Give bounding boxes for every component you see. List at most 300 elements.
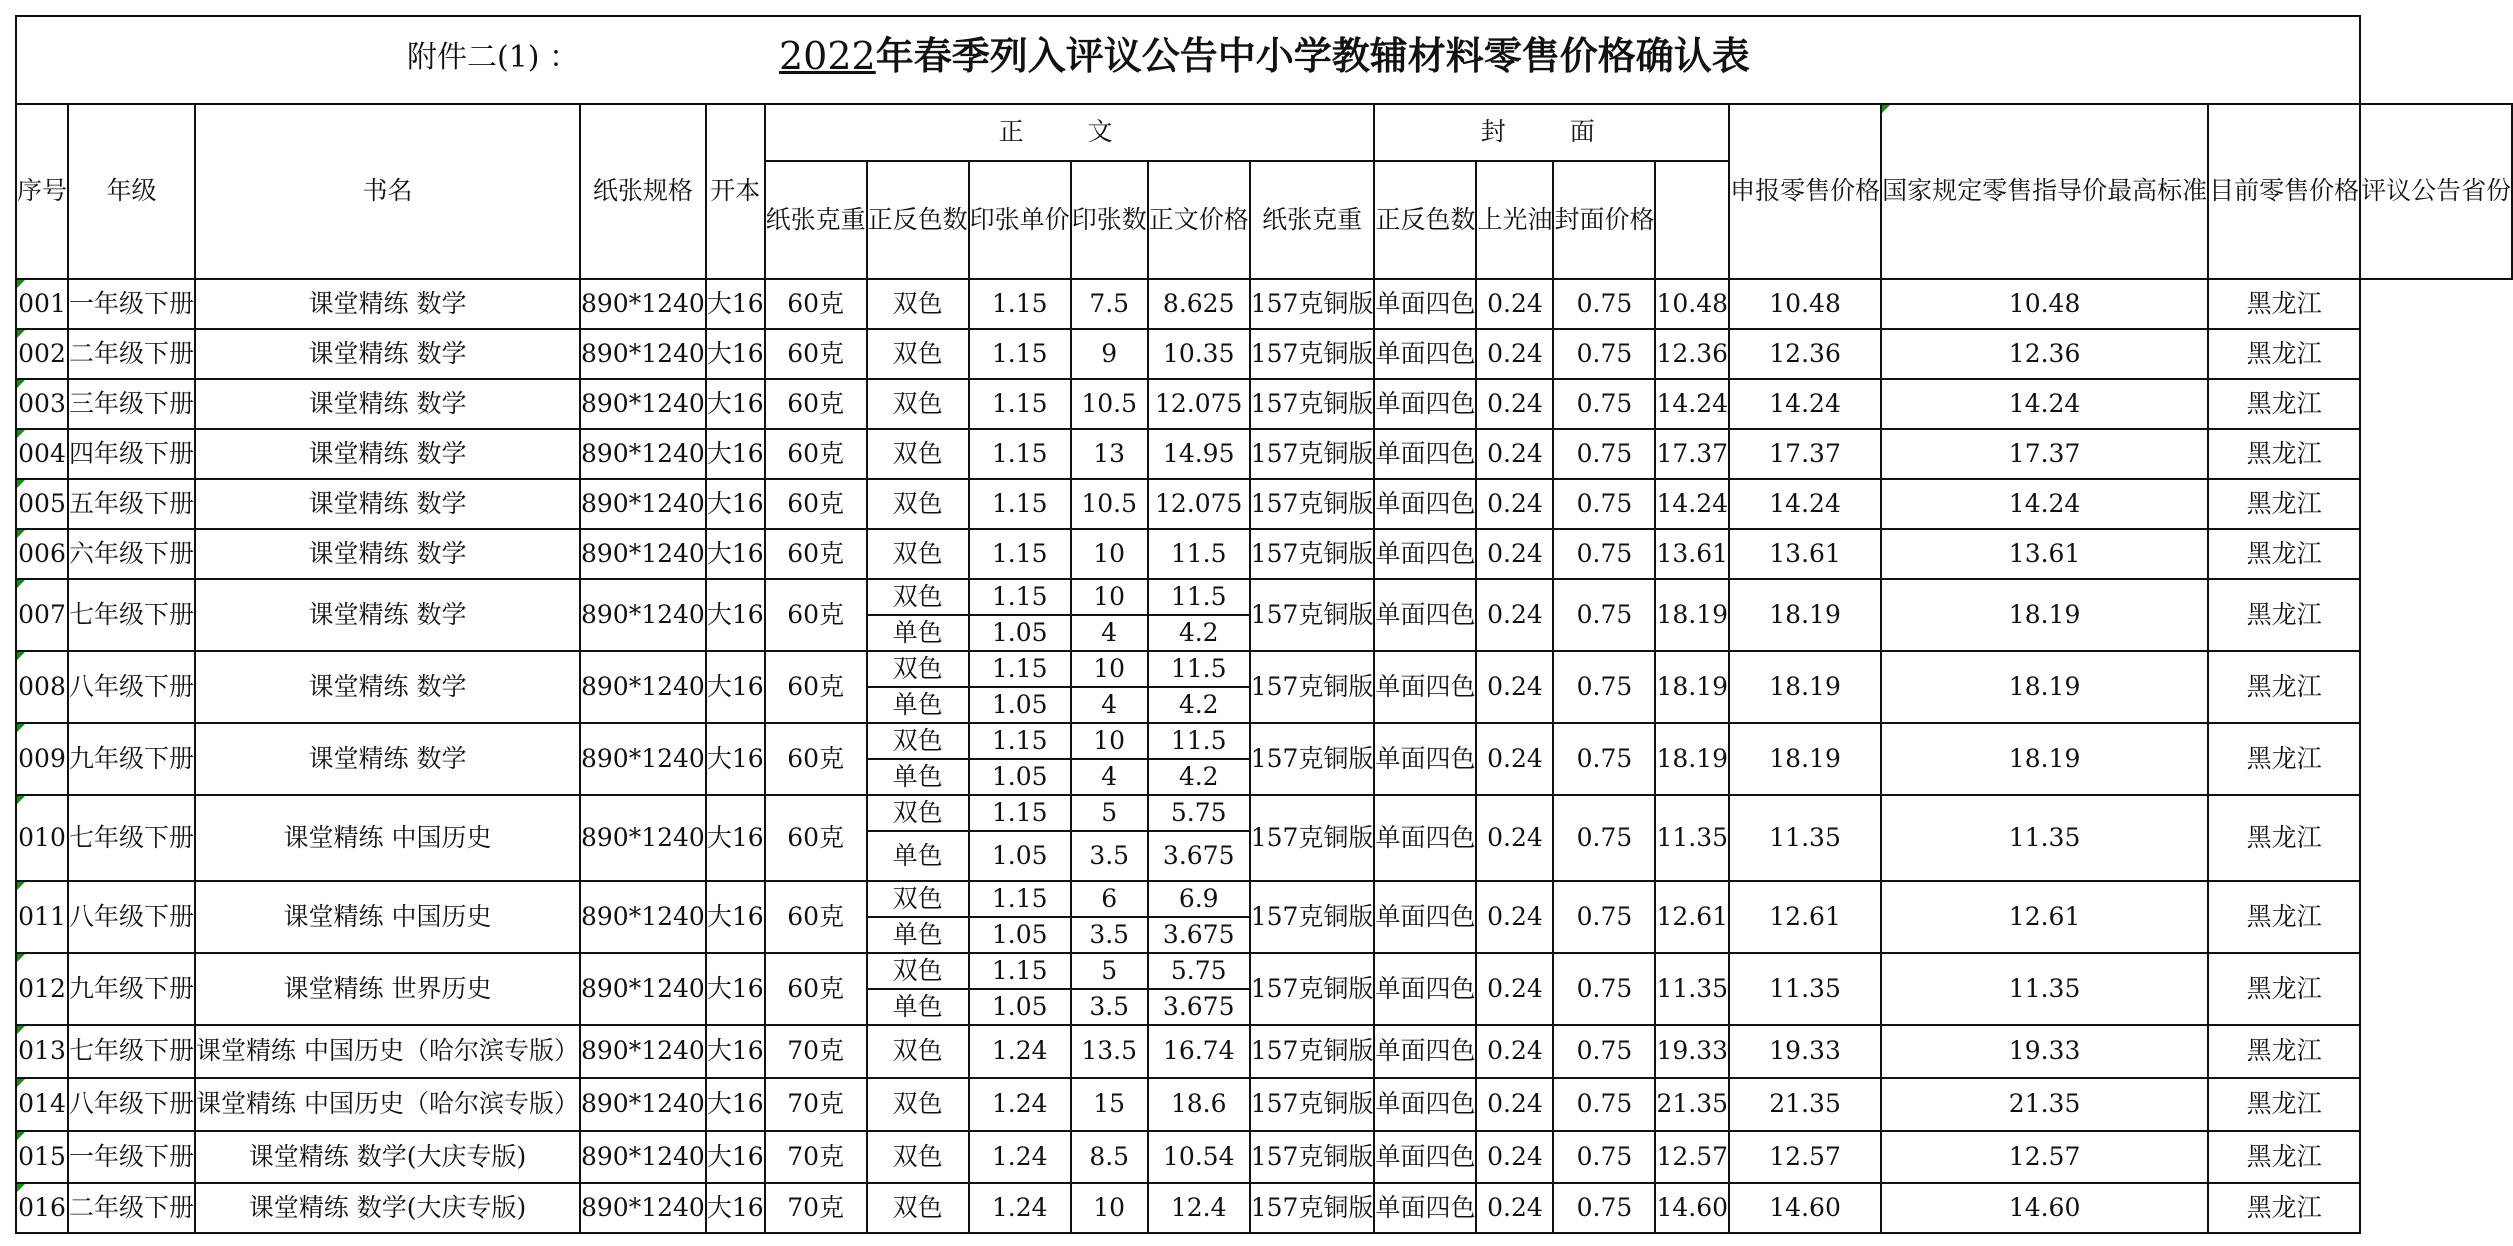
row-grade: 九年级下册 xyxy=(68,723,195,795)
row-seq: 008 xyxy=(16,651,68,723)
row-sheets: 13 xyxy=(1071,429,1148,479)
table-row xyxy=(16,881,2512,917)
row-cover-color: 单面四色 xyxy=(1374,329,1476,379)
row-format: 大16 xyxy=(706,429,765,479)
row-province: 黑龙江 xyxy=(2208,795,2360,881)
row-body-weight: 60克 xyxy=(765,953,867,1025)
row-seq: 006 xyxy=(16,529,68,579)
row-paper-size: 890*1240 xyxy=(580,329,706,379)
row-max-price: 18.19 xyxy=(1729,651,1881,723)
row-sheets: 3.5 xyxy=(1071,831,1148,881)
row-seq: 001 xyxy=(16,279,68,329)
col-sheets: 印张数 xyxy=(1071,161,1148,279)
row-cover-price: 0.75 xyxy=(1553,795,1655,881)
row-unit-price: 1.15 xyxy=(969,279,1071,329)
row-cover-price: 0.75 xyxy=(1553,379,1655,429)
row-cover-weight: 157克铜版 xyxy=(1250,529,1375,579)
row-sheets: 10.5 xyxy=(1071,379,1148,429)
row-varnish: 0.24 xyxy=(1476,279,1553,329)
row-paper-size: 890*1240 xyxy=(580,651,706,723)
row-current-price: 18.19 xyxy=(1881,651,2208,723)
row-grade: 六年级下册 xyxy=(68,529,195,579)
row-cover-weight: 157克铜版 xyxy=(1250,429,1375,479)
row-varnish: 0.24 xyxy=(1476,329,1553,379)
row-max-price: 14.24 xyxy=(1729,379,1881,429)
row-body-weight: 60克 xyxy=(765,429,867,479)
row-format: 大16 xyxy=(706,529,765,579)
col-cover-price: 封面价格 xyxy=(1553,161,1655,279)
row-grade: 二年级下册 xyxy=(68,1183,195,1233)
row-cover-price: 0.75 xyxy=(1553,881,1655,953)
row-unit-price: 1.24 xyxy=(969,1131,1071,1183)
row-paper-size: 890*1240 xyxy=(580,1131,706,1183)
row-unit-price: 1.15 xyxy=(969,529,1071,579)
row-body-weight: 60克 xyxy=(765,279,867,329)
row-province: 黑龙江 xyxy=(2208,651,2360,723)
row-paper-size: 890*1240 xyxy=(580,795,706,881)
row-cover-color: 单面四色 xyxy=(1374,1078,1476,1131)
row-max-price: 19.33 xyxy=(1729,1025,1881,1078)
row-seq: 004 xyxy=(16,429,68,479)
col-seq: 序号 xyxy=(16,104,68,279)
row-body-color: 单色 xyxy=(867,687,969,723)
row-cover-weight: 157克铜版 xyxy=(1250,329,1375,379)
row-max-price: 12.57 xyxy=(1729,1131,1881,1183)
row-unit-price: 1.15 xyxy=(969,881,1071,917)
row-max-price: 17.37 xyxy=(1729,429,1881,479)
row-declared-price: 18.19 xyxy=(1655,579,1729,651)
row-cover-price: 0.75 xyxy=(1553,1183,1655,1233)
row-body-color: 双色 xyxy=(867,329,969,379)
row-title: 课堂精练 中国历史 xyxy=(195,795,580,881)
row-title: 课堂精练 数学 xyxy=(195,379,580,429)
row-cover-price: 0.75 xyxy=(1553,429,1655,479)
row-unit-price: 1.15 xyxy=(969,579,1071,615)
row-sheets: 13.5 xyxy=(1071,1025,1148,1078)
table-row xyxy=(16,1078,2512,1131)
row-cover-color: 单面四色 xyxy=(1374,1131,1476,1183)
row-cover-color: 单面四色 xyxy=(1374,429,1476,479)
col-body-price: 正文价格 xyxy=(1148,161,1250,279)
row-title: 课堂精练 数学 xyxy=(195,579,580,651)
row-cover-price: 0.75 xyxy=(1553,1078,1655,1131)
row-paper-size: 890*1240 xyxy=(580,1078,706,1131)
row-cover-weight: 157克铜版 xyxy=(1250,279,1375,329)
row-format: 大16 xyxy=(706,279,765,329)
row-body-price: 5.75 xyxy=(1148,795,1250,831)
table-row xyxy=(16,1183,2512,1233)
row-body-color: 双色 xyxy=(867,651,969,687)
row-sheets: 10 xyxy=(1071,529,1148,579)
row-body-price: 3.675 xyxy=(1148,917,1250,953)
row-paper-size: 890*1240 xyxy=(580,379,706,429)
row-cover-weight: 157克铜版 xyxy=(1250,1183,1375,1233)
row-cover-color: 单面四色 xyxy=(1374,479,1476,529)
row-grade: 九年级下册 xyxy=(68,953,195,1025)
row-declared-price: 12.36 xyxy=(1655,329,1729,379)
row-sheets: 15 xyxy=(1071,1078,1148,1131)
row-unit-price: 1.05 xyxy=(969,615,1071,651)
row-unit-price: 1.15 xyxy=(969,723,1071,759)
row-body-price: 4.2 xyxy=(1148,687,1250,723)
row-unit-price: 1.15 xyxy=(969,651,1071,687)
row-format: 大16 xyxy=(706,479,765,529)
row-unit-price: 1.05 xyxy=(969,759,1071,795)
row-cover-weight: 157克铜版 xyxy=(1250,651,1375,723)
row-grade: 七年级下册 xyxy=(68,579,195,651)
header-row-1 xyxy=(16,104,2512,161)
row-format: 大16 xyxy=(706,379,765,429)
row-varnish: 0.24 xyxy=(1476,1131,1553,1183)
row-province: 黑龙江 xyxy=(2208,329,2360,379)
row-seq: 012 xyxy=(16,953,68,1025)
row-body-color: 双色 xyxy=(867,529,969,579)
row-title: 课堂精练 数学 xyxy=(195,723,580,795)
row-body-color: 双色 xyxy=(867,723,969,759)
row-declared-price: 14.60 xyxy=(1655,1183,1729,1233)
row-body-color: 双色 xyxy=(867,429,969,479)
row-paper-size: 890*1240 xyxy=(580,479,706,529)
row-seq: 014 xyxy=(16,1078,68,1131)
row-unit-price: 1.24 xyxy=(969,1025,1071,1078)
row-paper-size: 890*1240 xyxy=(580,429,706,479)
row-paper-size: 890*1240 xyxy=(580,723,706,795)
row-body-price: 5.75 xyxy=(1148,953,1250,989)
row-body-color: 双色 xyxy=(867,279,969,329)
row-cover-price: 0.75 xyxy=(1553,529,1655,579)
row-current-price: 19.33 xyxy=(1881,1025,2208,1078)
row-body-weight: 60克 xyxy=(765,723,867,795)
row-sheets: 4 xyxy=(1071,759,1148,795)
row-cover-color: 单面四色 xyxy=(1374,579,1476,651)
row-seq: 003 xyxy=(16,379,68,429)
row-max-price: 11.35 xyxy=(1729,795,1881,881)
table-row xyxy=(16,529,2512,579)
row-current-price: 12.36 xyxy=(1881,329,2208,379)
row-sheets: 8.5 xyxy=(1071,1131,1148,1183)
row-seq: 002 xyxy=(16,329,68,379)
row-current-price: 14.24 xyxy=(1881,379,2208,429)
row-cover-price: 0.75 xyxy=(1553,579,1655,651)
row-varnish: 0.24 xyxy=(1476,881,1553,953)
row-cover-color: 单面四色 xyxy=(1374,379,1476,429)
row-province: 黑龙江 xyxy=(2208,1131,2360,1183)
row-max-price: 10.48 xyxy=(1729,279,1881,329)
row-declared-price: 17.37 xyxy=(1655,429,1729,479)
row-varnish: 0.24 xyxy=(1476,379,1553,429)
row-body-weight: 60克 xyxy=(765,881,867,953)
row-title: 课堂精练 数学(大庆专版) xyxy=(195,1131,580,1183)
row-current-price: 11.35 xyxy=(1881,953,2208,1025)
row-body-price: 11.5 xyxy=(1148,579,1250,615)
row-cover-weight: 157克铜版 xyxy=(1250,795,1375,881)
row-declared-price: 19.33 xyxy=(1655,1025,1729,1078)
row-body-color: 双色 xyxy=(867,1025,969,1078)
row-declared-price: 14.24 xyxy=(1655,379,1729,429)
row-title: 课堂精练 中国历史（哈尔滨专版） xyxy=(195,1078,580,1131)
row-format: 大16 xyxy=(706,1025,765,1078)
row-body-color: 双色 xyxy=(867,379,969,429)
row-declared-price: 21.35 xyxy=(1655,1078,1729,1131)
row-body-price: 6.9 xyxy=(1148,881,1250,917)
row-format: 大16 xyxy=(706,723,765,795)
price-table xyxy=(15,15,2513,1234)
row-title: 课堂精练 数学 xyxy=(195,529,580,579)
row-cover-color: 单面四色 xyxy=(1374,651,1476,723)
row-body-weight: 60克 xyxy=(765,579,867,651)
row-title: 课堂精练 数学 xyxy=(195,651,580,723)
row-paper-size: 890*1240 xyxy=(580,1025,706,1078)
row-cover-color: 单面四色 xyxy=(1374,723,1476,795)
row-province: 黑龙江 xyxy=(2208,429,2360,479)
table-row xyxy=(16,379,2512,429)
row-format: 大16 xyxy=(706,795,765,881)
row-current-price: 21.35 xyxy=(1881,1078,2208,1131)
row-cover-weight: 157克铜版 xyxy=(1250,579,1375,651)
row-current-price: 14.24 xyxy=(1881,479,2208,529)
row-province: 黑龙江 xyxy=(2208,379,2360,429)
row-varnish: 0.24 xyxy=(1476,723,1553,795)
row-unit-price: 1.15 xyxy=(969,953,1071,989)
row-body-price: 11.5 xyxy=(1148,529,1250,579)
row-max-price: 18.19 xyxy=(1729,723,1881,795)
row-body-weight: 70克 xyxy=(765,1078,867,1131)
row-cover-price: 0.75 xyxy=(1553,279,1655,329)
col-title: 书名 xyxy=(195,104,580,279)
row-body-color: 单色 xyxy=(867,759,969,795)
row-body-color: 双色 xyxy=(867,1078,969,1131)
row-declared-price: 12.57 xyxy=(1655,1131,1729,1183)
row-grade: 七年级下册 xyxy=(68,795,195,881)
row-cover-color: 单面四色 xyxy=(1374,279,1476,329)
row-declared-price: 13.61 xyxy=(1655,529,1729,579)
row-seq: 016 xyxy=(16,1183,68,1233)
row-body-price: 11.5 xyxy=(1148,723,1250,759)
row-province: 黑龙江 xyxy=(2208,953,2360,1025)
row-seq: 010 xyxy=(16,795,68,881)
row-sheets: 3.5 xyxy=(1071,989,1148,1025)
row-cover-weight: 157克铜版 xyxy=(1250,1078,1375,1131)
col-max-price: 国家规定零售指导价最高标准 xyxy=(1881,104,2208,279)
col-unit-price: 印张单价 xyxy=(969,161,1071,279)
row-seq: 005 xyxy=(16,479,68,529)
row-current-price: 13.61 xyxy=(1881,529,2208,579)
row-grade: 一年级下册 xyxy=(68,1131,195,1183)
row-grade: 一年级下册 xyxy=(68,279,195,329)
row-format: 大16 xyxy=(706,1131,765,1183)
table-row xyxy=(16,1025,2512,1078)
row-title: 课堂精练 数学 xyxy=(195,279,580,329)
row-body-price: 10.54 xyxy=(1148,1131,1250,1183)
row-paper-size: 890*1240 xyxy=(580,279,706,329)
row-max-price: 14.24 xyxy=(1729,479,1881,529)
row-province: 黑龙江 xyxy=(2208,1183,2360,1233)
row-body-weight: 60克 xyxy=(765,379,867,429)
row-body-color: 双色 xyxy=(867,1183,969,1233)
row-cover-price: 0.75 xyxy=(1553,329,1655,379)
row-seq: 011 xyxy=(16,881,68,953)
row-cover-color: 单面四色 xyxy=(1374,529,1476,579)
row-format: 大16 xyxy=(706,953,765,1025)
row-province: 黑龙江 xyxy=(2208,479,2360,529)
row-body-weight: 60克 xyxy=(765,529,867,579)
row-cover-weight: 157克铜版 xyxy=(1250,1025,1375,1078)
table-row xyxy=(16,953,2512,989)
row-unit-price: 1.05 xyxy=(969,687,1071,723)
row-sheets: 10 xyxy=(1071,1183,1148,1233)
table-row xyxy=(16,329,2512,379)
row-body-color: 单色 xyxy=(867,989,969,1025)
row-current-price: 12.61 xyxy=(1881,881,2208,953)
row-format: 大16 xyxy=(706,329,765,379)
row-sheets: 10 xyxy=(1071,723,1148,759)
row-current-price: 12.57 xyxy=(1881,1131,2208,1183)
row-body-color: 单色 xyxy=(867,831,969,881)
row-paper-size: 890*1240 xyxy=(580,953,706,1025)
annex-label: 附件二(1) ： xyxy=(407,40,580,75)
row-body-color: 双色 xyxy=(867,1131,969,1183)
row-body-weight: 60克 xyxy=(765,329,867,379)
row-varnish: 0.24 xyxy=(1476,651,1553,723)
row-declared-price: 12.61 xyxy=(1655,881,1729,953)
row-cover-weight: 157克铜版 xyxy=(1250,379,1375,429)
row-title: 课堂精练 数学(大庆专版) xyxy=(195,1183,580,1233)
table-row xyxy=(16,579,2512,615)
row-body-price: 3.675 xyxy=(1148,989,1250,1025)
row-format: 大16 xyxy=(706,881,765,953)
row-unit-price: 1.15 xyxy=(969,429,1071,479)
row-seq: 007 xyxy=(16,579,68,651)
row-current-price: 18.19 xyxy=(1881,579,2208,651)
row-declared-price: 14.24 xyxy=(1655,479,1729,529)
row-max-price: 11.35 xyxy=(1729,953,1881,1025)
row-grade: 八年级下册 xyxy=(68,1078,195,1131)
row-province: 黑龙江 xyxy=(2208,723,2360,795)
col-province: 评议公告省份 xyxy=(2360,104,2512,279)
row-seq: 015 xyxy=(16,1131,68,1183)
row-body-color: 双色 xyxy=(867,795,969,831)
row-unit-price: 1.24 xyxy=(969,1183,1071,1233)
col-cover-color: 正反色数 xyxy=(1374,161,1476,279)
row-grade: 二年级下册 xyxy=(68,329,195,379)
table-row xyxy=(16,279,2512,329)
row-declared-price: 11.35 xyxy=(1655,953,1729,1025)
row-body-price: 4.2 xyxy=(1148,615,1250,651)
row-paper-size: 890*1240 xyxy=(580,529,706,579)
row-format: 大16 xyxy=(706,1183,765,1233)
row-max-price: 13.61 xyxy=(1729,529,1881,579)
row-varnish: 0.24 xyxy=(1476,953,1553,1025)
row-unit-price: 1.15 xyxy=(969,795,1071,831)
row-format: 大16 xyxy=(706,1078,765,1131)
row-body-weight: 60克 xyxy=(765,479,867,529)
table-row xyxy=(16,1131,2512,1183)
row-body-price: 3.675 xyxy=(1148,831,1250,881)
col-group-cover: 封 面 xyxy=(1374,104,1729,161)
row-body-weight: 60克 xyxy=(765,651,867,723)
row-current-price: 14.60 xyxy=(1881,1183,2208,1233)
row-body-color: 双色 xyxy=(867,881,969,917)
title-year: 2022 xyxy=(779,34,876,78)
row-seq: 009 xyxy=(16,723,68,795)
row-title: 课堂精练 数学 xyxy=(195,329,580,379)
row-province: 黑龙江 xyxy=(2208,1025,2360,1078)
row-unit-price: 1.15 xyxy=(969,479,1071,529)
row-province: 黑龙江 xyxy=(2208,1078,2360,1131)
row-sheets: 5 xyxy=(1071,795,1148,831)
row-cover-color: 单面四色 xyxy=(1374,795,1476,881)
row-title: 课堂精练 中国历史（哈尔滨专版） xyxy=(195,1025,580,1078)
row-body-weight: 70克 xyxy=(765,1183,867,1233)
col-varnish: 上光油 xyxy=(1476,161,1553,279)
price-confirmation-sheet xyxy=(15,15,2513,1234)
row-current-price: 10.48 xyxy=(1881,279,2208,329)
row-grade: 四年级下册 xyxy=(68,429,195,479)
row-cover-color: 单面四色 xyxy=(1374,953,1476,1025)
row-cover-weight: 157克铜版 xyxy=(1250,953,1375,1025)
row-declared-price: 11.35 xyxy=(1655,795,1729,881)
row-varnish: 0.24 xyxy=(1476,1025,1553,1078)
row-body-price: 12.075 xyxy=(1148,379,1250,429)
row-body-price: 12.075 xyxy=(1148,479,1250,529)
row-cover-price: 0.75 xyxy=(1553,479,1655,529)
col-cover-weight: 纸张克重 xyxy=(1250,161,1375,279)
row-body-price: 14.95 xyxy=(1148,429,1250,479)
row-grade: 五年级下册 xyxy=(68,479,195,529)
row-sheets: 10.5 xyxy=(1071,479,1148,529)
row-body-weight: 70克 xyxy=(765,1025,867,1078)
row-sheets: 4 xyxy=(1071,615,1148,651)
col-grade: 年级 xyxy=(68,104,195,279)
row-body-color: 双色 xyxy=(867,953,969,989)
row-province: 黑龙江 xyxy=(2208,529,2360,579)
row-cover-price: 0.75 xyxy=(1553,723,1655,795)
table-row xyxy=(16,429,2512,479)
row-body-color: 双色 xyxy=(867,479,969,529)
row-cover-weight: 157克铜版 xyxy=(1250,723,1375,795)
row-body-weight: 70克 xyxy=(765,1131,867,1183)
row-varnish: 0.24 xyxy=(1476,795,1553,881)
row-varnish: 0.24 xyxy=(1476,579,1553,651)
row-sheets: 5 xyxy=(1071,953,1148,989)
table-row xyxy=(16,723,2512,759)
row-varnish: 0.24 xyxy=(1476,1183,1553,1233)
row-sheets: 4 xyxy=(1071,687,1148,723)
row-format: 大16 xyxy=(706,651,765,723)
row-sheets: 9 xyxy=(1071,329,1148,379)
row-max-price: 14.60 xyxy=(1729,1183,1881,1233)
row-body-color: 单色 xyxy=(867,615,969,651)
row-cover-price: 0.75 xyxy=(1553,953,1655,1025)
title-text: 年春季列入评议公告中小学教辅材料零售价格确认表 xyxy=(875,34,1750,78)
row-body-price: 12.4 xyxy=(1148,1183,1250,1233)
row-body-weight: 60克 xyxy=(765,795,867,881)
row-current-price: 18.19 xyxy=(1881,723,2208,795)
row-varnish: 0.24 xyxy=(1476,429,1553,479)
row-max-price: 18.19 xyxy=(1729,579,1881,651)
row-seq: 013 xyxy=(16,1025,68,1078)
row-cover-weight: 157克铜版 xyxy=(1250,1131,1375,1183)
row-province: 黑龙江 xyxy=(2208,279,2360,329)
row-sheets: 6 xyxy=(1071,881,1148,917)
row-paper-size: 890*1240 xyxy=(580,881,706,953)
row-unit-price: 1.05 xyxy=(969,831,1071,881)
row-title: 课堂精练 世界历史 xyxy=(195,953,580,1025)
table-row xyxy=(16,651,2512,687)
col-current-price: 目前零售价格 xyxy=(2208,104,2360,279)
row-varnish: 0.24 xyxy=(1476,479,1553,529)
row-title: 课堂精练 数学 xyxy=(195,429,580,479)
